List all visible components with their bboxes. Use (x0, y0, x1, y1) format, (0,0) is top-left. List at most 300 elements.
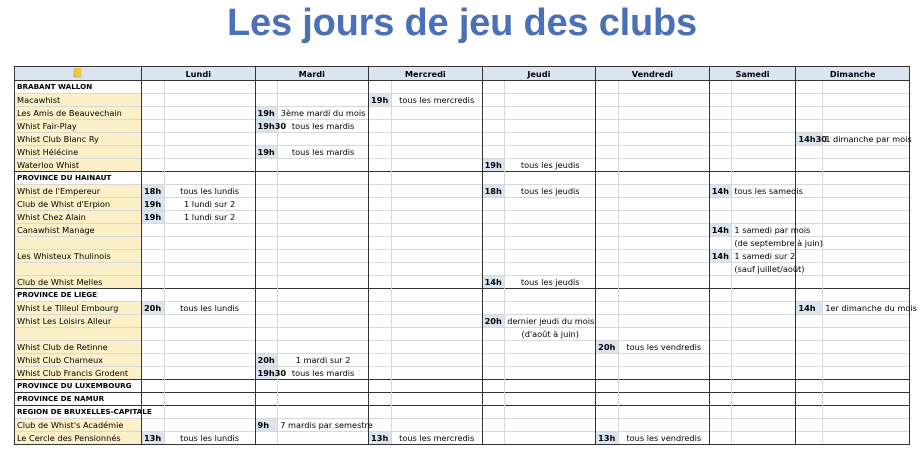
slot-time: 20h (141, 302, 164, 315)
slot-time (596, 367, 619, 380)
slot-note: 1 samedi sur 2 (732, 250, 796, 263)
table-row (15, 276, 910, 289)
slot-time (369, 81, 392, 94)
slot-note (278, 341, 369, 354)
slot-note (823, 146, 910, 159)
slot-note (732, 341, 796, 354)
slot-note (505, 133, 596, 146)
slot-time (255, 406, 278, 419)
day-header: Vendredi (596, 67, 710, 81)
slot-note (618, 393, 709, 406)
day-header: Mardi (255, 67, 369, 81)
slot-time (596, 263, 619, 276)
slot-time (482, 367, 505, 380)
slot-time (482, 198, 505, 211)
slot-time (369, 172, 392, 185)
slot-note (823, 263, 910, 276)
slot-time (709, 107, 732, 120)
slot-time (255, 432, 278, 445)
slot-note (164, 159, 255, 172)
slot-time (369, 198, 392, 211)
slot-time: 19h (141, 211, 164, 224)
slot-time: 20h (596, 341, 619, 354)
slot-time (796, 276, 823, 289)
slot-note (823, 224, 910, 237)
header-row (15, 67, 910, 81)
slot-note: tous les mardis (278, 367, 369, 380)
slot-time (255, 289, 278, 302)
section-label: PROVINCE DU LUXEMBOURG (15, 380, 142, 393)
slot-time (141, 120, 164, 133)
slot-note (278, 185, 369, 198)
slot-time (482, 120, 505, 133)
table-row (15, 107, 910, 120)
slot-time (141, 289, 164, 302)
slot-time (596, 107, 619, 120)
slot-note (732, 94, 796, 107)
slot-time (369, 250, 392, 263)
slot-time (596, 198, 619, 211)
slot-time (141, 250, 164, 263)
slot-note (164, 107, 255, 120)
slot-note (278, 250, 369, 263)
slot-note: tous les jeudis (505, 159, 596, 172)
slot-note: 1 samedi par mois (732, 224, 796, 237)
slot-time (141, 367, 164, 380)
slot-time: 9h (255, 419, 278, 432)
table-row (15, 237, 910, 250)
table-row (15, 185, 910, 198)
slot-time: 19h (255, 107, 278, 120)
slot-note (164, 263, 255, 276)
slot-time (369, 302, 392, 315)
slot-note (505, 289, 596, 302)
slot-note (391, 302, 482, 315)
slot-time: 14h (709, 224, 732, 237)
slot-time (369, 328, 392, 341)
slot-time (141, 419, 164, 432)
slot-note (823, 419, 910, 432)
club-name: Whist de l'Empereur (15, 185, 142, 198)
slot-time (596, 419, 619, 432)
slot-note (823, 211, 910, 224)
slot-time (482, 289, 505, 302)
slot-note (618, 263, 709, 276)
slot-note (732, 81, 796, 94)
slot-time (596, 354, 619, 367)
slot-note (164, 133, 255, 146)
slot-note (505, 172, 596, 185)
slot-note (618, 380, 709, 393)
section-label: PROVINCE DE LIEGE (15, 289, 142, 302)
club-name: Canawhist Manage (15, 224, 142, 237)
slot-note (164, 289, 255, 302)
slot-time (709, 146, 732, 159)
slot-time (796, 172, 823, 185)
slot-time (369, 393, 392, 406)
slot-note (391, 393, 482, 406)
slot-time (255, 263, 278, 276)
slot-note (823, 276, 910, 289)
table-row (15, 315, 910, 328)
slot-note (618, 159, 709, 172)
club-name: Le Cercle des Pensionnés (15, 432, 142, 445)
slot-note: 1er dimanche du mois (823, 302, 910, 315)
slot-note (732, 302, 796, 315)
slot-note (823, 406, 910, 419)
slot-note (391, 107, 482, 120)
slot-time (709, 133, 732, 146)
page-title: Les jours de jeu des clubs (227, 2, 697, 44)
slot-time (796, 341, 823, 354)
slot-note (164, 224, 255, 237)
slot-note (278, 211, 369, 224)
slot-note (505, 146, 596, 159)
slot-note (505, 380, 596, 393)
slot-note (823, 354, 910, 367)
slot-note (823, 94, 910, 107)
slot-note (278, 276, 369, 289)
section-label: REGION DE BRUXELLES-CAPITALE (15, 406, 142, 419)
slot-note: tous les vendredis (618, 341, 709, 354)
slot-time (796, 328, 823, 341)
club-name: Club de Whist d'Erpion (15, 198, 142, 211)
slot-note (732, 276, 796, 289)
slot-time (482, 328, 505, 341)
slot-note: tous les vendredis (618, 432, 709, 445)
slot-note (618, 172, 709, 185)
day-header: Mercredi (369, 67, 483, 81)
slot-time (796, 94, 823, 107)
slot-time (141, 159, 164, 172)
slot-time (709, 159, 732, 172)
day-header: Jeudi (482, 67, 596, 81)
slot-note (278, 289, 369, 302)
slot-time (596, 146, 619, 159)
slot-note (391, 406, 482, 419)
slot-time (141, 354, 164, 367)
section-row (15, 172, 910, 185)
slot-note (164, 419, 255, 432)
slot-note (505, 393, 596, 406)
slot-note (391, 263, 482, 276)
slot-note (278, 432, 369, 445)
slot-time (141, 237, 164, 250)
slot-time (369, 367, 392, 380)
table-row (15, 120, 910, 133)
slot-note (823, 81, 910, 94)
slot-time: 13h (596, 432, 619, 445)
slot-note (391, 354, 482, 367)
slot-time (369, 354, 392, 367)
slot-note (164, 406, 255, 419)
header-corner (15, 67, 142, 81)
table-row (15, 94, 910, 107)
slot-time (482, 172, 505, 185)
slot-note (618, 198, 709, 211)
slot-time: 14h (709, 250, 732, 263)
slot-time (596, 172, 619, 185)
slot-note (823, 250, 910, 263)
slot-note (164, 172, 255, 185)
table-row (15, 263, 910, 276)
slot-note: tous les lundis (164, 302, 255, 315)
slot-note (164, 367, 255, 380)
club-name (15, 328, 142, 341)
slot-note: tous les mardis (278, 120, 369, 133)
slot-time (255, 133, 278, 146)
slot-note (732, 120, 796, 133)
slot-note (391, 315, 482, 328)
slot-note (732, 146, 796, 159)
table-row (15, 419, 910, 432)
table-row (15, 224, 910, 237)
slot-time (255, 380, 278, 393)
club-name: Whist Les Loisirs Alleur (15, 315, 142, 328)
table-row (15, 367, 910, 380)
slot-time: 13h (369, 432, 392, 445)
slot-note (732, 289, 796, 302)
slot-time (369, 380, 392, 393)
slot-time (709, 172, 732, 185)
slot-note (732, 198, 796, 211)
slot-time (709, 94, 732, 107)
slot-time (141, 276, 164, 289)
table-row (15, 354, 910, 367)
slot-note (618, 276, 709, 289)
slot-time (255, 211, 278, 224)
slot-time (482, 341, 505, 354)
slot-time: 14h (482, 276, 505, 289)
day-header: Lundi (141, 67, 255, 81)
slot-time (255, 94, 278, 107)
slot-time (596, 94, 619, 107)
slot-note (823, 289, 910, 302)
table-row (15, 198, 910, 211)
slot-note (618, 133, 709, 146)
slot-note (391, 159, 482, 172)
club-name: Macawhist (15, 94, 142, 107)
slot-time (369, 211, 392, 224)
slot-note (618, 81, 709, 94)
slot-time (596, 159, 619, 172)
slot-note (278, 328, 369, 341)
slot-time (796, 159, 823, 172)
slot-time (369, 146, 392, 159)
slot-time (141, 94, 164, 107)
slot-time: 14h30 (796, 133, 823, 146)
slot-time (796, 419, 823, 432)
slot-time (482, 81, 505, 94)
slot-time (141, 146, 164, 159)
club-name: Waterloo Whist (15, 159, 142, 172)
slot-time (709, 211, 732, 224)
slot-time: 19h30 (255, 367, 278, 380)
table-row (15, 341, 910, 354)
slot-note (278, 133, 369, 146)
slot-time (596, 276, 619, 289)
slot-time (709, 341, 732, 354)
slot-note (732, 172, 796, 185)
section-label: PROVINCE DE NAMUR (15, 393, 142, 406)
section-row (15, 393, 910, 406)
slot-time (596, 380, 619, 393)
club-name: Les Whisteux Thulinois (15, 250, 142, 263)
slot-note (618, 211, 709, 224)
slot-time: 13h (141, 432, 164, 445)
club-name: Whist Club Charneux (15, 354, 142, 367)
slot-note: tous les lundis (164, 185, 255, 198)
slot-note (391, 198, 482, 211)
slot-time (141, 263, 164, 276)
slot-time (709, 328, 732, 341)
slot-note (618, 328, 709, 341)
slot-note (618, 94, 709, 107)
slot-note (823, 120, 910, 133)
slot-time (369, 263, 392, 276)
slot-note (505, 263, 596, 276)
slot-time (796, 315, 823, 328)
slot-note (505, 94, 596, 107)
slot-note: 1 lundi sur 2 (164, 211, 255, 224)
slot-time (255, 172, 278, 185)
slot-time (596, 315, 619, 328)
slot-note (732, 107, 796, 120)
slot-note (732, 133, 796, 146)
slot-time (709, 419, 732, 432)
slot-time (482, 302, 505, 315)
section-label: PROVINCE DU HAINAUT (15, 172, 142, 185)
slot-note: 1 lundi sur 2 (164, 198, 255, 211)
slot-note (278, 302, 369, 315)
table-row (15, 432, 910, 445)
slot-note (391, 367, 482, 380)
slot-note (505, 224, 596, 237)
club-name: Club de Whist's Académie (15, 419, 142, 432)
slot-time (141, 393, 164, 406)
slot-time (369, 159, 392, 172)
slot-time (369, 224, 392, 237)
slot-note (618, 146, 709, 159)
day-header: Dimanche (796, 67, 910, 81)
slot-time (596, 250, 619, 263)
slot-time (796, 393, 823, 406)
slot-note (823, 159, 910, 172)
slot-note (164, 393, 255, 406)
slot-note (164, 120, 255, 133)
slot-note (732, 211, 796, 224)
slot-note (278, 172, 369, 185)
table-row (15, 302, 910, 315)
slot-time (709, 302, 732, 315)
slot-note (823, 315, 910, 328)
slot-note (823, 237, 910, 250)
slot-note (732, 419, 796, 432)
slot-time: 19h30 (255, 120, 278, 133)
slot-note (278, 406, 369, 419)
slot-note (732, 315, 796, 328)
table-row (15, 250, 910, 263)
slot-time (709, 120, 732, 133)
slot-time (709, 393, 732, 406)
slot-note (164, 276, 255, 289)
slot-time (141, 328, 164, 341)
slot-note (391, 172, 482, 185)
club-name: Whist Club Francis Grodent (15, 367, 142, 380)
slot-time (709, 237, 732, 250)
slot-note (505, 81, 596, 94)
slot-note (164, 341, 255, 354)
slot-note (164, 146, 255, 159)
slot-note (618, 185, 709, 198)
slot-time (369, 237, 392, 250)
slot-time (796, 198, 823, 211)
slot-time (709, 315, 732, 328)
slot-note (164, 328, 255, 341)
slot-note (391, 419, 482, 432)
club-name: Whist Hélécine (15, 146, 142, 159)
slot-note: tous les mardis (278, 146, 369, 159)
slot-note (278, 94, 369, 107)
slot-note: tous les samedis (732, 185, 796, 198)
slot-time (369, 315, 392, 328)
club-name: Whist Club Blanc Ry (15, 133, 142, 146)
slot-note (391, 250, 482, 263)
club-name: Whist Fair-Play (15, 120, 142, 133)
slot-time (796, 211, 823, 224)
slot-time (141, 107, 164, 120)
slot-note (391, 185, 482, 198)
slot-note (618, 406, 709, 419)
slot-note (823, 380, 910, 393)
slot-note (823, 198, 910, 211)
slot-note (505, 341, 596, 354)
slot-note: tous les mercredis (391, 94, 482, 107)
slot-note (164, 354, 255, 367)
slot-time (796, 367, 823, 380)
section-label: BRABANT WALLON (15, 81, 142, 94)
slot-note (732, 432, 796, 445)
slot-note (732, 380, 796, 393)
club-name: Whist Chez Alain (15, 211, 142, 224)
slot-time (596, 237, 619, 250)
slot-time (482, 263, 505, 276)
slot-time (369, 120, 392, 133)
section-row (15, 81, 910, 94)
slot-note (505, 406, 596, 419)
slot-note (391, 289, 482, 302)
slot-time (255, 159, 278, 172)
slot-time (255, 81, 278, 94)
slot-time (255, 237, 278, 250)
slot-time (369, 185, 392, 198)
slot-time (796, 354, 823, 367)
slot-time (596, 289, 619, 302)
slot-note (505, 354, 596, 367)
slot-time (596, 185, 619, 198)
slot-time (596, 406, 619, 419)
slot-note: tous les jeudis (505, 185, 596, 198)
slot-note (391, 133, 482, 146)
slot-note (391, 341, 482, 354)
slot-time (709, 406, 732, 419)
slot-time (596, 393, 619, 406)
slot-note (618, 315, 709, 328)
slot-time (482, 237, 505, 250)
slot-time (482, 406, 505, 419)
slot-note (391, 146, 482, 159)
slot-time (709, 276, 732, 289)
